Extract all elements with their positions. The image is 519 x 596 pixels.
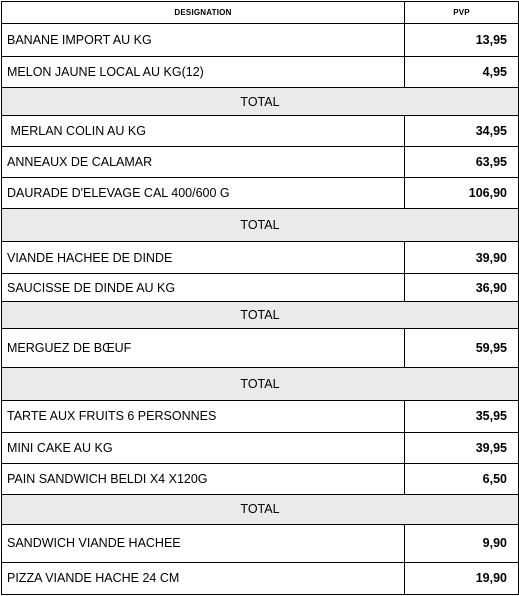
designation-cell: ANNEAUX DE CALAMAR bbox=[2, 147, 405, 178]
total-label: TOTAL bbox=[2, 494, 519, 524]
total-row bbox=[2, 494, 519, 524]
designation-cell: DAURADE D'ELEVAGE CAL 400/600 G bbox=[2, 178, 405, 209]
pvp-cell: 13,95 bbox=[405, 24, 519, 57]
table-row bbox=[2, 242, 519, 274]
table-row bbox=[2, 178, 519, 209]
pvp-cell: 35,95 bbox=[405, 400, 519, 432]
table-row bbox=[2, 147, 519, 178]
total-row bbox=[2, 209, 519, 242]
table-row bbox=[2, 463, 519, 494]
pvp-cell: 39,90 bbox=[405, 242, 519, 274]
header-row bbox=[2, 2, 519, 24]
pvp-cell: 36,90 bbox=[405, 274, 519, 302]
designation-header: DESIGNATION bbox=[2, 2, 405, 24]
table-row bbox=[2, 562, 519, 594]
designation-cell: BANANE IMPORT AU KG bbox=[2, 24, 405, 57]
designation-cell: MELON JAUNE LOCAL AU KG(12) bbox=[2, 57, 405, 88]
total-row bbox=[2, 302, 519, 329]
designation-cell: VIANDE HACHEE DE DINDE bbox=[2, 242, 405, 274]
pvp-cell: 4,95 bbox=[405, 57, 519, 88]
pvp-cell: 19,90 bbox=[405, 562, 519, 594]
pvp-cell: 63,95 bbox=[405, 147, 519, 178]
pvp-cell: 34,95 bbox=[405, 116, 519, 147]
designation-cell: SANDWICH VIANDE HACHEE bbox=[2, 524, 405, 562]
table-row bbox=[2, 524, 519, 562]
table-row bbox=[2, 24, 519, 57]
pvp-cell: 106,90 bbox=[405, 178, 519, 209]
designation-cell: MERLAN COLIN AU KG bbox=[2, 116, 405, 147]
table-row bbox=[2, 329, 519, 367]
total-row bbox=[2, 367, 519, 400]
table-row bbox=[2, 400, 519, 432]
total-label: TOTAL bbox=[2, 88, 519, 116]
price-table bbox=[1, 1, 519, 595]
designation-cell: SAUCISSE DE DINDE AU KG bbox=[2, 274, 405, 302]
pvp-cell: 39,95 bbox=[405, 432, 519, 463]
total-row bbox=[2, 88, 519, 116]
table-row bbox=[2, 432, 519, 463]
total-label: TOTAL bbox=[2, 209, 519, 242]
designation-cell: TARTE AUX FRUITS 6 PERSONNES bbox=[2, 400, 405, 432]
table-row bbox=[2, 57, 519, 88]
pvp-cell: 59,95 bbox=[405, 329, 519, 367]
pvp-header: PVP bbox=[405, 2, 519, 24]
designation-cell: MINI CAKE AU KG bbox=[2, 432, 405, 463]
designation-cell: MERGUEZ DE BŒUF bbox=[2, 329, 405, 367]
designation-cell: PIZZA VIANDE HACHE 24 CM bbox=[2, 562, 405, 594]
pvp-cell: 9,90 bbox=[405, 524, 519, 562]
total-label: TOTAL bbox=[2, 302, 519, 329]
table-row bbox=[2, 274, 519, 302]
total-label: TOTAL bbox=[2, 367, 519, 400]
table-row bbox=[2, 116, 519, 147]
pvp-cell: 6,50 bbox=[405, 463, 519, 494]
designation-cell: PAIN SANDWICH BELDI X4 X120G bbox=[2, 463, 405, 494]
